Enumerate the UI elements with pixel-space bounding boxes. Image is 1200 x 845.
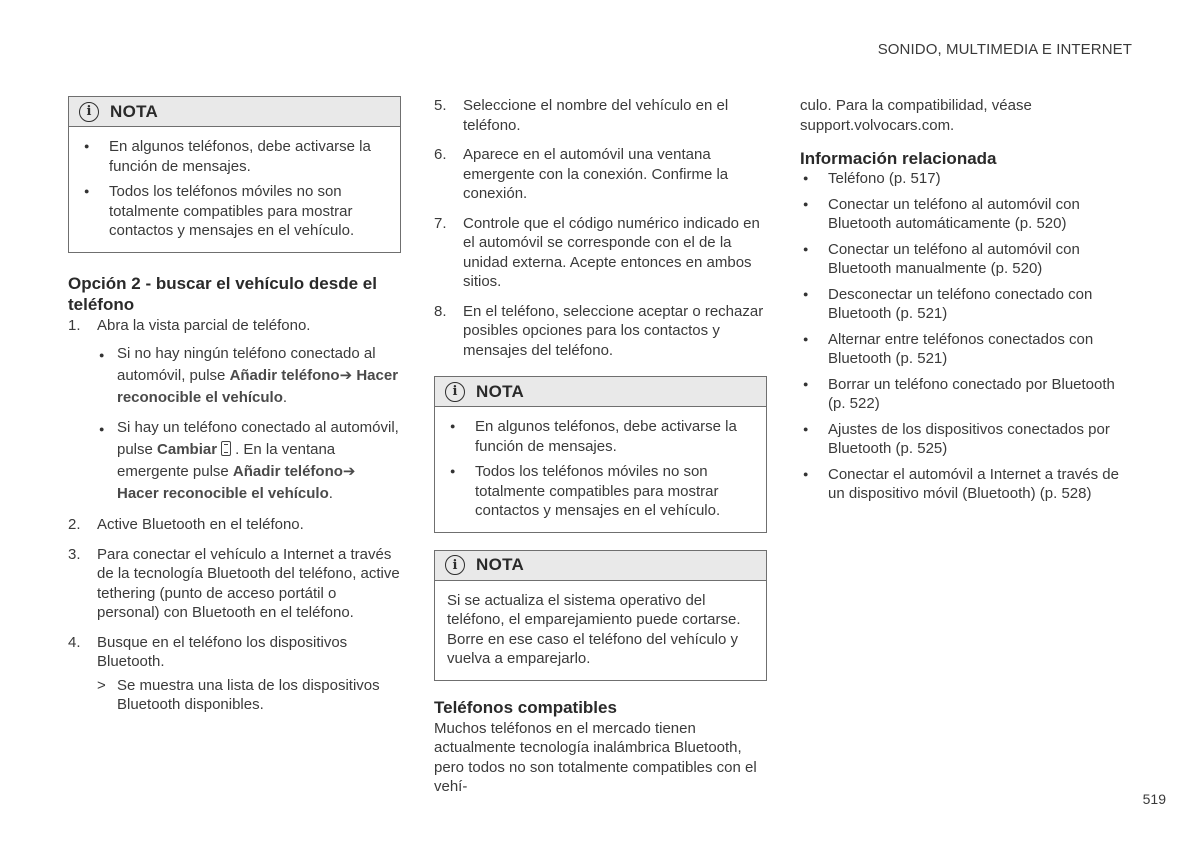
substep — [97, 417, 401, 505]
step-7 — [434, 214, 767, 292]
related-link[interactable]: ● Borrar un teléfono conectado por Bluetooth (p. 522) — [800, 375, 1135, 414]
step-text: En el teléfono, seleccione aceptar o rechazar posibles opciones para los contactos y mensajes del teléfono. — [463, 302, 764, 359]
step-result — [97, 676, 401, 715]
step-text: Busque en el teléfono los dispositivos Bluetooth. — [97, 633, 348, 670]
note-title: NOTA — [476, 381, 525, 401]
step-number: 8. — [434, 302, 447, 320]
substep-text: . En la ventana emergente pulse — [117, 441, 336, 480]
note-title: NOTA — [110, 101, 159, 121]
menu-add-phone: Añadir teléfono — [232, 463, 343, 480]
note-body — [69, 127, 400, 252]
section-heading: Opción 2 - buscar el vehículo desde el teléfono — [68, 273, 377, 314]
note-box — [68, 96, 401, 253]
column-2 — [434, 96, 767, 797]
step-5 — [434, 96, 767, 135]
note-bullet: ● Todos los teléfonos móviles no son totalmente compatibles para mostrar contactos y mensajes en el vehículo. — [81, 182, 388, 241]
phone-switch-icon — [221, 441, 231, 456]
note-bullet: ● Todos los teléfonos móviles no son totalmente compatibles para mostrar contactos y mensajes en el vehículo. — [447, 462, 754, 521]
result-text: Se muestra una lista de los dispositivos Bluetooth disponibles. — [117, 676, 380, 713]
related-link[interactable]: ● Desconectar un teléfono conectado con Bluetooth (p. 521) — [800, 285, 1135, 324]
step-text: Controle que el código numérico indicado en el automóvil se corresponde con el de la unidad externa. Acepte entonces en ambos sitios. — [463, 214, 760, 290]
step-number: 3. — [68, 545, 81, 563]
step-text: Seleccione el nombre del vehículo en el teléfono. — [463, 97, 729, 134]
running-header: SONIDO, MULTIMEDIA E INTERNET — [877, 41, 1132, 58]
note-bullet: ● En algunos teléfonos, debe activarse la función de mensajes. — [81, 137, 388, 176]
step-text: Abra la vista parcial de teléfono. — [97, 316, 311, 334]
arrow-right-icon: ➔ — [342, 463, 356, 480]
related-link[interactable]: ● Alternar entre teléfonos conectados con Bluetooth (p. 521) — [800, 330, 1135, 369]
info-icon: i — [79, 102, 99, 122]
steps-list-continued — [434, 96, 767, 360]
substep — [97, 343, 401, 409]
substep-text: Si no hay ningún teléfono conectado al automóvil, pulse — [117, 345, 376, 384]
menu-change: Cambiar — [157, 441, 218, 458]
menu-make-discoverable: Hacer reconocible el vehículo — [117, 367, 399, 406]
paragraph: Muchos teléfonos en el mercado tienen actualmente tecnología inalámbrica Bluetooth, pero todos no son totalmente compatibles con el vehí- — [434, 719, 757, 795]
menu-make-discoverable: Hacer reconocible el vehículo — [117, 485, 329, 502]
steps-list — [68, 316, 401, 715]
step-2 — [68, 515, 401, 535]
arrow-right-icon: ➔ — [339, 367, 353, 384]
substep-text: . — [282, 389, 288, 406]
step-8 — [434, 302, 767, 361]
note-body — [435, 407, 766, 532]
paragraph: culo. Para la compatibilidad, véase support.volvocars.com. — [800, 97, 1032, 134]
related-link[interactable]: ● Conectar un teléfono al automóvil con Bluetooth automáticamente (p. 520) — [800, 195, 1135, 234]
step-text: Active Bluetooth en el teléfono. — [97, 516, 304, 533]
substep-text: . — [328, 485, 333, 502]
related-links — [800, 169, 1135, 504]
note-header — [69, 97, 400, 127]
note-header — [435, 551, 766, 581]
step-6 — [434, 145, 767, 204]
menu-add-phone: Añadir teléfono — [229, 367, 340, 384]
step-4 — [68, 633, 401, 715]
step-3 — [68, 545, 401, 623]
step-number: 5. — [434, 97, 447, 114]
step-text: Para conectar el vehículo a Internet a través de la tecnología Bluetooth del teléfono, active tethering (punto de acceso portátil o personal) con Bluetooth en el teléfono. — [97, 545, 400, 621]
note-title: NOTA — [476, 555, 525, 575]
related-link[interactable]: ● Conectar el automóvil a Internet a través de un dispositivo móvil (Bluetooth) (p. 528) — [800, 465, 1135, 504]
page-number: 519 — [1142, 791, 1166, 807]
step-number: 4. — [68, 633, 81, 651]
related-link[interactable]: ● Teléfono (p. 517) — [800, 169, 1135, 189]
step-number: 2. — [68, 516, 81, 533]
column-3 — [800, 96, 1135, 504]
result-marker: > — [97, 676, 106, 694]
info-icon: i — [445, 555, 465, 575]
step-text: Aparece en el automóvil una ventana emergente con la conexión. Confirme la conexión. — [463, 146, 729, 202]
note-body — [435, 581, 766, 680]
note-header — [435, 377, 766, 407]
substep-text: Si hay un teléfono conectado al automóvil, pulse — [117, 419, 399, 458]
section-heading: Teléfonos compatibles — [434, 697, 617, 717]
note-box — [434, 376, 767, 533]
info-icon: i — [445, 382, 465, 402]
step-number: 1. — [68, 316, 81, 334]
note-text: Si se actualiza el sistema operativo del teléfono, el emparejamiento puede cortarse. Borre en ese caso el teléfono del vehículo y vuelva a emparejarlo. — [447, 591, 741, 667]
related-link[interactable]: ● Ajustes de los dispositivos conectados por Bluetooth (p. 525) — [800, 420, 1135, 459]
substeps-list — [97, 343, 401, 505]
column-1 — [68, 96, 401, 725]
note-bullet: ● En algunos teléfonos, debe activarse la función de mensajes. — [447, 417, 754, 456]
related-link[interactable]: ● Conectar un teléfono al automóvil con Bluetooth manualmente (p. 520) — [800, 240, 1135, 279]
step-number: 7. — [434, 214, 447, 232]
step-1 — [68, 316, 401, 506]
related-info-heading: Información relacionada — [800, 149, 997, 168]
note-box — [434, 550, 767, 681]
step-number: 6. — [434, 146, 447, 163]
